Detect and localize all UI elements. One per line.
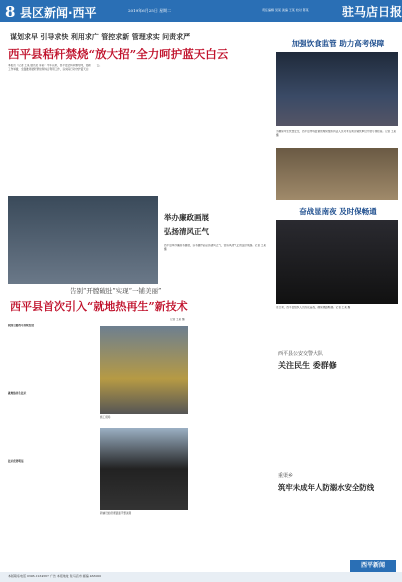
anticorruption-headline-1: 举办廉政画展 [164,213,209,222]
anticorruption-caption: 西平县举办廉政书画展，以书画作品弘扬清风正气，营造风清气正的良好氛围。记者 王某 摄 [164,244,266,251]
lead-headline: 西平县秸秆禁烧“放大招”全力呵护蓝天白云 [8,47,229,61]
peasants-photo [276,220,398,304]
hotmix-byline: 记者 王某 摄 [170,318,185,321]
hotmix-body-right [190,324,272,570]
hotmix-subhead-1: 我国公路的可持续发展 [8,324,34,327]
hotmix-col-left [8,324,96,570]
police-headline: 关注民生 委群修 [278,360,337,370]
dangpu-kicker: 重渠乡 [278,473,294,479]
lead-body [8,64,270,192]
section-title: 县区新闻·西平 [20,6,97,20]
editor-line: 责任编辑 吴某 美编 王某 校对 陈某 [262,8,309,12]
food-safety-photo [276,52,398,126]
hotmix-caption-2: 新铺设的沥青路面平整美观 [100,512,132,515]
dangpu-headline: 筑牢未成年人防溺水安全防线 [278,483,375,492]
lead-kicker: 谋划求早 引导求快 利用求广 管控求新 管理求实 问责求严 [10,32,191,41]
food-safety-caption: 为确保考生饮食安全，西平县市场监督管理局组织执法人员对考点周边餐饮单位开展专项检查。记者 王某 摄 [276,130,397,137]
masthead: 驻马店日报 [342,5,402,19]
anticorruption-headline-2: 弘扬清风正气 [164,227,209,236]
dangpu-body [278,494,398,556]
date-line: 2019年6月25日 星期二 [128,8,172,13]
peasants-headline: 奋战显南夜 及时保畅通 [299,207,377,216]
hotmix-headline: 西平县首次引入“就地热再生”新技术 [10,300,188,313]
police-body [278,372,398,468]
hotmix-photo-2 [100,428,188,510]
dangpu-stamp: 西平新闻 [350,560,396,572]
hotmix-caption-1: 施工现场 [100,416,111,419]
hotmix-kicker: 告别“开膛破肚”实现“一铺美丽” [70,287,162,295]
page-number: 8 [5,3,16,21]
lead-body-text: 本报讯（记者 王某 通讯员 李某）今年以来，西平县坚持问题导向，创新工作举措，全面推进秸秆禁烧和综合利用工作，以实际行动守护蓝天白云。 [8,64,102,71]
hotmix-photo-1 [100,326,188,414]
anticorruption-photo [8,196,158,284]
food-safety-photo-2 [276,148,398,200]
hotmix-subhead-2: 就地热再生技术 [8,392,27,395]
police-kicker: 西平县公安交警大队 [278,351,324,357]
food-safety-headline: 加强饮食监管 助力高考保障 [291,39,385,48]
peasants-caption: 连日来，西平县组织人员连夜奋战，确保道路畅通。记者 王某 摄 [276,306,351,309]
footer-text: 本版联系电话 0396-1234567 广告 本报地址 驻马店市 邮编 463000 [8,574,102,578]
hotmix-subhead-3: 技术优势明显 [8,460,24,463]
